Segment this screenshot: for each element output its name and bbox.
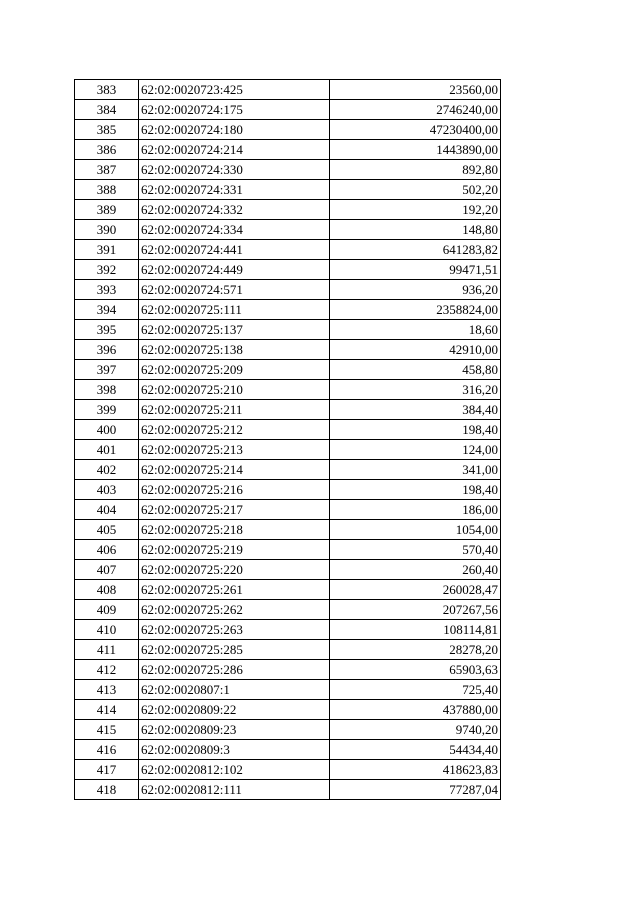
cadastral-number-cell: 62:02:0020809:23 xyxy=(139,720,330,740)
row-number-cell: 397 xyxy=(75,360,139,380)
row-number-cell: 387 xyxy=(75,160,139,180)
value-cell: 9740,20 xyxy=(330,720,501,740)
table-row xyxy=(75,600,501,620)
value-cell: 260028,47 xyxy=(330,580,501,600)
value-cell: 99471,51 xyxy=(330,260,501,280)
cadastral-number-cell: 62:02:0020725:209 xyxy=(139,360,330,380)
table-row xyxy=(75,280,501,300)
cadastral-number-cell: 62:02:0020725:212 xyxy=(139,420,330,440)
table-row xyxy=(75,680,501,700)
table-row xyxy=(75,720,501,740)
cadastral-number-cell: 62:02:0020724:180 xyxy=(139,120,330,140)
value-cell: 18,60 xyxy=(330,320,501,340)
table-row xyxy=(75,560,501,580)
value-cell: 54434,40 xyxy=(330,740,501,760)
row-number-cell: 386 xyxy=(75,140,139,160)
table-row xyxy=(75,640,501,660)
cadastral-number-cell: 62:02:0020725:211 xyxy=(139,400,330,420)
row-number-cell: 402 xyxy=(75,460,139,480)
value-cell: 892,80 xyxy=(330,160,501,180)
cadastral-number-cell: 62:02:0020724:175 xyxy=(139,100,330,120)
value-cell: 1443890,00 xyxy=(330,140,501,160)
row-number-cell: 394 xyxy=(75,300,139,320)
table-row xyxy=(75,780,501,800)
value-cell: 148,80 xyxy=(330,220,501,240)
cadastral-number-cell: 62:02:0020807:1 xyxy=(139,680,330,700)
table-row xyxy=(75,80,501,100)
value-cell: 77287,04 xyxy=(330,780,501,800)
value-cell: 2746240,00 xyxy=(330,100,501,120)
row-number-cell: 416 xyxy=(75,740,139,760)
cadastral-number-cell: 62:02:0020724:330 xyxy=(139,160,330,180)
value-cell: 65903,63 xyxy=(330,660,501,680)
value-cell: 207267,56 xyxy=(330,600,501,620)
table-row xyxy=(75,760,501,780)
cadastral-number-cell: 62:02:0020724:334 xyxy=(139,220,330,240)
value-cell: 725,40 xyxy=(330,680,501,700)
cadastral-number-cell: 62:02:0020809:22 xyxy=(139,700,330,720)
cadastral-number-cell: 62:02:0020725:285 xyxy=(139,640,330,660)
value-cell: 936,20 xyxy=(330,280,501,300)
table-row xyxy=(75,500,501,520)
table-row xyxy=(75,240,501,260)
table-row xyxy=(75,700,501,720)
table-row xyxy=(75,180,501,200)
value-cell: 641283,82 xyxy=(330,240,501,260)
row-number-cell: 412 xyxy=(75,660,139,680)
row-number-cell: 406 xyxy=(75,540,139,560)
row-number-cell: 391 xyxy=(75,240,139,260)
row-number-cell: 401 xyxy=(75,440,139,460)
table-row xyxy=(75,220,501,240)
row-number-cell: 403 xyxy=(75,480,139,500)
cadastral-number-cell: 62:02:0020725:137 xyxy=(139,320,330,340)
value-cell: 198,40 xyxy=(330,480,501,500)
value-cell: 42910,00 xyxy=(330,340,501,360)
cadastral-number-cell: 62:02:0020725:286 xyxy=(139,660,330,680)
row-number-cell: 405 xyxy=(75,520,139,540)
table-row xyxy=(75,540,501,560)
value-cell: 23560,00 xyxy=(330,80,501,100)
table-row xyxy=(75,400,501,420)
value-cell: 316,20 xyxy=(330,380,501,400)
cadastral-number-cell: 62:02:0020812:102 xyxy=(139,760,330,780)
row-number-cell: 398 xyxy=(75,380,139,400)
row-number-cell: 409 xyxy=(75,600,139,620)
table-body xyxy=(75,80,501,800)
value-cell: 28278,20 xyxy=(330,640,501,660)
cadastral-number-cell: 62:02:0020724:449 xyxy=(139,260,330,280)
cadastral-number-cell: 62:02:0020725:261 xyxy=(139,580,330,600)
value-cell: 108114,81 xyxy=(330,620,501,640)
row-number-cell: 384 xyxy=(75,100,139,120)
cadastral-number-cell: 62:02:0020725:214 xyxy=(139,460,330,480)
value-cell: 198,40 xyxy=(330,420,501,440)
cadastral-number-cell: 62:02:0020724:331 xyxy=(139,180,330,200)
row-number-cell: 414 xyxy=(75,700,139,720)
cadastral-number-cell: 62:02:0020725:220 xyxy=(139,560,330,580)
table-row xyxy=(75,520,501,540)
cadastral-number-cell: 62:02:0020725:138 xyxy=(139,340,330,360)
row-number-cell: 392 xyxy=(75,260,139,280)
cadastral-number-cell: 62:02:0020809:3 xyxy=(139,740,330,760)
table-row xyxy=(75,660,501,680)
cadastral-number-cell: 62:02:0020724:571 xyxy=(139,280,330,300)
value-cell: 186,00 xyxy=(330,500,501,520)
value-cell: 458,80 xyxy=(330,360,501,380)
value-cell: 1054,00 xyxy=(330,520,501,540)
table-row xyxy=(75,460,501,480)
cadastral-number-cell: 62:02:0020725:210 xyxy=(139,380,330,400)
row-number-cell: 393 xyxy=(75,280,139,300)
table-row xyxy=(75,340,501,360)
value-cell: 2358824,00 xyxy=(330,300,501,320)
row-number-cell: 408 xyxy=(75,580,139,600)
table-row xyxy=(75,420,501,440)
value-cell: 570,40 xyxy=(330,540,501,560)
row-number-cell: 404 xyxy=(75,500,139,520)
value-cell: 418623,83 xyxy=(330,760,501,780)
cadastral-number-cell: 62:02:0020724:214 xyxy=(139,140,330,160)
value-cell: 260,40 xyxy=(330,560,501,580)
cadastral-value-table xyxy=(74,79,501,800)
value-cell: 192,20 xyxy=(330,200,501,220)
cadastral-number-cell: 62:02:0020725:219 xyxy=(139,540,330,560)
cadastral-number-cell: 62:02:0020725:217 xyxy=(139,500,330,520)
row-number-cell: 417 xyxy=(75,760,139,780)
table-row xyxy=(75,320,501,340)
row-number-cell: 413 xyxy=(75,680,139,700)
cadastral-number-cell: 62:02:0020725:111 xyxy=(139,300,330,320)
table-row xyxy=(75,260,501,280)
row-number-cell: 390 xyxy=(75,220,139,240)
row-number-cell: 410 xyxy=(75,620,139,640)
row-number-cell: 383 xyxy=(75,80,139,100)
cadastral-number-cell: 62:02:0020725:218 xyxy=(139,520,330,540)
table-row xyxy=(75,440,501,460)
value-cell: 384,40 xyxy=(330,400,501,420)
cadastral-number-cell: 62:02:0020724:441 xyxy=(139,240,330,260)
table-row xyxy=(75,740,501,760)
row-number-cell: 395 xyxy=(75,320,139,340)
row-number-cell: 389 xyxy=(75,200,139,220)
value-cell: 502,20 xyxy=(330,180,501,200)
row-number-cell: 407 xyxy=(75,560,139,580)
table-row xyxy=(75,120,501,140)
cadastral-number-cell: 62:02:0020724:332 xyxy=(139,200,330,220)
table-row xyxy=(75,200,501,220)
table-row xyxy=(75,380,501,400)
cadastral-number-cell: 62:02:0020725:263 xyxy=(139,620,330,640)
row-number-cell: 400 xyxy=(75,420,139,440)
value-cell: 341,00 xyxy=(330,460,501,480)
value-cell: 124,00 xyxy=(330,440,501,460)
value-cell: 47230400,00 xyxy=(330,120,501,140)
row-number-cell: 399 xyxy=(75,400,139,420)
table-row xyxy=(75,620,501,640)
table-row xyxy=(75,140,501,160)
value-cell: 437880,00 xyxy=(330,700,501,720)
cadastral-number-cell: 62:02:0020725:216 xyxy=(139,480,330,500)
table-row xyxy=(75,100,501,120)
row-number-cell: 415 xyxy=(75,720,139,740)
row-number-cell: 385 xyxy=(75,120,139,140)
cadastral-number-cell: 62:02:0020725:262 xyxy=(139,600,330,620)
cadastral-number-cell: 62:02:0020812:111 xyxy=(139,780,330,800)
row-number-cell: 411 xyxy=(75,640,139,660)
table-row xyxy=(75,160,501,180)
row-number-cell: 388 xyxy=(75,180,139,200)
table-row xyxy=(75,480,501,500)
cadastral-number-cell: 62:02:0020725:213 xyxy=(139,440,330,460)
table-row xyxy=(75,360,501,380)
table-row xyxy=(75,300,501,320)
cadastral-number-cell: 62:02:0020723:425 xyxy=(139,80,330,100)
table-row xyxy=(75,580,501,600)
row-number-cell: 418 xyxy=(75,780,139,800)
row-number-cell: 396 xyxy=(75,340,139,360)
